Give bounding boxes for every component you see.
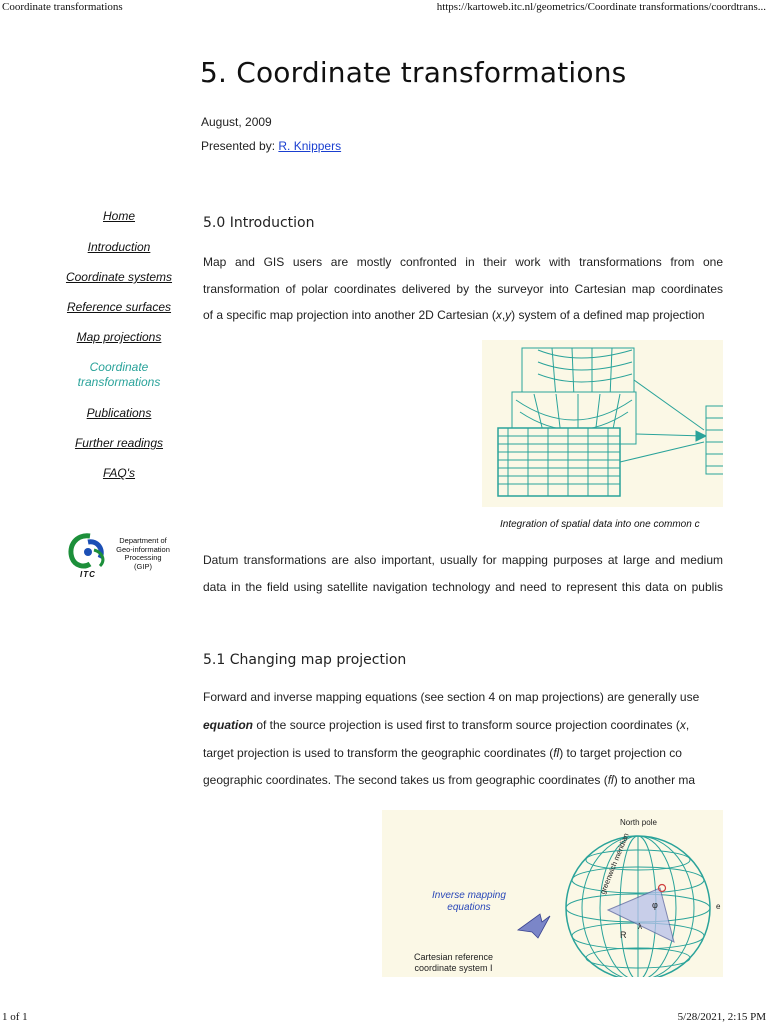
page-count: 1 of 1	[2, 1011, 28, 1023]
nav-coordinate-transformations[interactable]: Coordinate transformations	[77, 360, 161, 389]
phi-label: φ	[652, 900, 658, 910]
nav-publications[interactable]: Publications	[86, 406, 152, 420]
radius-label: R	[620, 930, 627, 940]
print-header-url: https://kartoweb.itc.nl/geometrics/Coordinate transformations/coordtrans...	[436, 1, 766, 13]
logo-itc-text: ITC	[80, 570, 96, 579]
projection-paragraph-line: Forward and inverse mapping equations (see section 4 on map projections) are generally use	[203, 690, 700, 704]
print-timestamp: 5/28/2021, 2:15 PM	[677, 1011, 766, 1023]
datum-paragraph-line: Datum transformations are also important, usually for mapping purposes at large and medium	[203, 553, 723, 567]
inverse-mapping-label: Inverse mapping equations	[432, 890, 506, 913]
projection-paragraph-line: target projection is used to transform the geographic coordinates (fl) to target projection co	[203, 746, 682, 760]
integration-figure	[482, 340, 723, 507]
logo-department-text: Department of Geo-information Processing (GIP)	[116, 536, 170, 571]
equator-label: e	[716, 902, 721, 911]
cartesian-reference-label: Cartesian reference coordinate system I	[414, 952, 494, 973]
section-heading-changing-projection: 5.1 Changing map projection	[203, 652, 407, 668]
north-pole-label: North pole	[620, 818, 657, 827]
presenter-line	[201, 139, 341, 153]
section-heading-introduction: 5.0 Introduction	[203, 215, 315, 231]
datum-paragraph-line: data in the field using satellite navigation technology and need to represent this data on publis	[203, 580, 723, 594]
lambda-label: λ	[638, 922, 642, 931]
projection-paragraph-line: geographic coordinates. The second takes us from geographic coordinates (fl) to another ma	[203, 773, 696, 787]
itc-logo[interactable]	[66, 528, 184, 584]
presenter-link[interactable]: R. Knippers	[278, 139, 342, 153]
intro-paragraph-line: of a specific map projection into another 2D Cartesian (x,y) system of a defined map projection	[203, 308, 705, 322]
nav-further-readings[interactable]: Further readings	[74, 436, 164, 450]
nav-map-projections[interactable]: Map projections	[76, 330, 162, 344]
print-footer	[0, 1011, 768, 1025]
nav-home[interactable]: Home	[102, 209, 135, 223]
intro-paragraph-line: Map and GIS users are mostly confronted in their work with transformations from one	[203, 255, 723, 269]
equation-term: equation	[203, 718, 253, 732]
figure-caption: Integration of spatial data into one common c	[500, 519, 700, 530]
sidebar-nav	[58, 209, 180, 481]
print-header-title: Coordinate transformations	[2, 1, 123, 13]
globe-figure	[382, 810, 723, 977]
nav-faqs[interactable]: FAQ's	[102, 466, 136, 480]
greenwich-meridian-label: greenwich meridian	[598, 831, 631, 896]
nav-introduction[interactable]: Introduction	[87, 240, 151, 254]
print-header	[0, 1, 768, 15]
projection-paragraph-line: equation of the source projection is used first to transform source projection coordinates (x,	[203, 718, 690, 732]
integration-diagram	[482, 340, 723, 507]
publication-date: August, 2009	[201, 115, 272, 129]
page-title: 5. Coordinate transformations	[200, 56, 627, 89]
presented-by-label: Presented by:	[201, 139, 276, 153]
nav-reference-surfaces[interactable]: Reference surfaces	[66, 300, 172, 314]
nav-coordinate-systems[interactable]: Coordinate systems	[65, 270, 173, 284]
intro-paragraph-line: transformation of polar coordinates delivered by the surveyor into Cartesian map coordinates	[203, 282, 723, 296]
arrow-icon	[518, 914, 550, 938]
